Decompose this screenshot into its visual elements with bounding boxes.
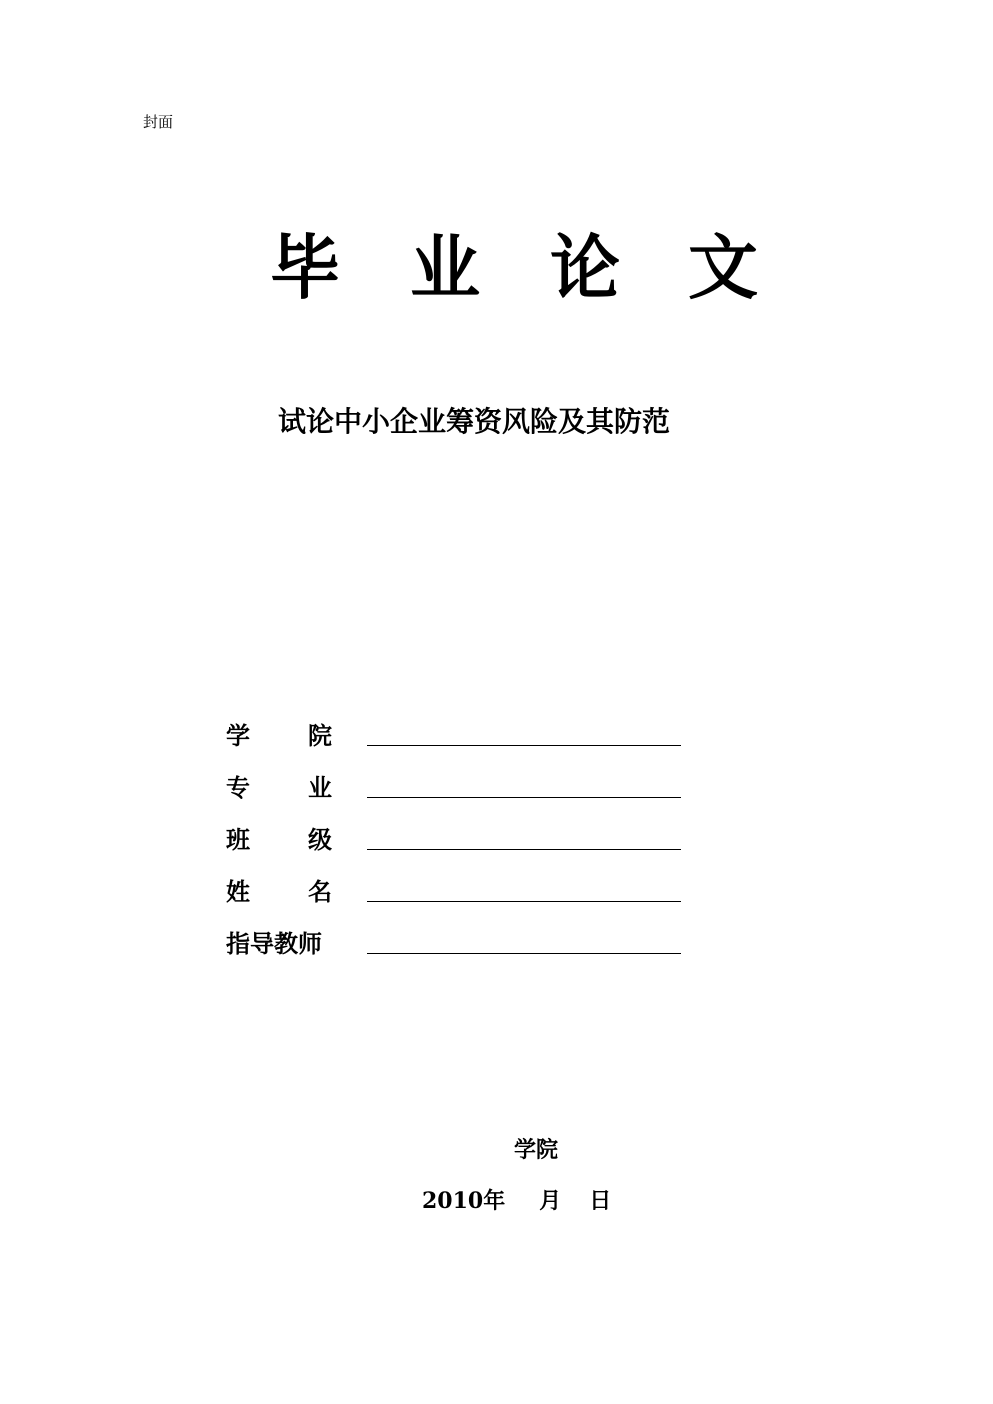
advisor-label: 指导教师 <box>226 929 322 958</box>
heading-char-1: 毕 <box>270 226 340 309</box>
major-label-char-2: 业 <box>308 773 332 802</box>
date-year-unit: 年 <box>483 1188 506 1214</box>
class-label-char-1: 班 <box>226 825 250 854</box>
info-row-name <box>226 868 696 920</box>
college-name: 学院 <box>514 1137 559 1163</box>
info-row-college <box>226 712 696 764</box>
major-label <box>226 768 334 808</box>
class-field-line[interactable] <box>367 849 681 850</box>
college-label-char-2: 院 <box>308 721 332 750</box>
college-field-line[interactable] <box>367 745 681 746</box>
name-label-char-2: 名 <box>308 877 332 906</box>
major-label-char-1: 专 <box>226 773 250 802</box>
name-label-char-1: 姓 <box>226 877 250 906</box>
major-field-line[interactable] <box>367 797 681 798</box>
college-label-char-1: 学 <box>226 721 250 750</box>
student-info-form <box>226 712 696 972</box>
date-line <box>422 1184 611 1218</box>
date-day-unit: 日 <box>589 1188 612 1214</box>
heading-char-2: 业 <box>410 226 480 309</box>
thesis-title: 试论中小企业筹资风险及其防范 <box>278 405 671 438</box>
class-label <box>226 820 334 860</box>
heading-char-4: 文 <box>688 226 758 309</box>
college-label <box>226 716 334 756</box>
info-row-major <box>226 764 696 816</box>
date-month-unit: 月 <box>539 1188 562 1214</box>
heading-char-3: 论 <box>550 226 620 309</box>
name-label <box>226 872 334 912</box>
class-label-char-2: 级 <box>308 825 332 854</box>
cover-label: 封面 <box>143 113 174 131</box>
thesis-heading <box>270 228 770 308</box>
date-year: 2010 <box>422 1188 484 1214</box>
info-row-class <box>226 816 696 868</box>
info-row-advisor <box>226 920 696 972</box>
name-field-line[interactable] <box>367 901 681 902</box>
advisor-field-line[interactable] <box>367 953 681 954</box>
